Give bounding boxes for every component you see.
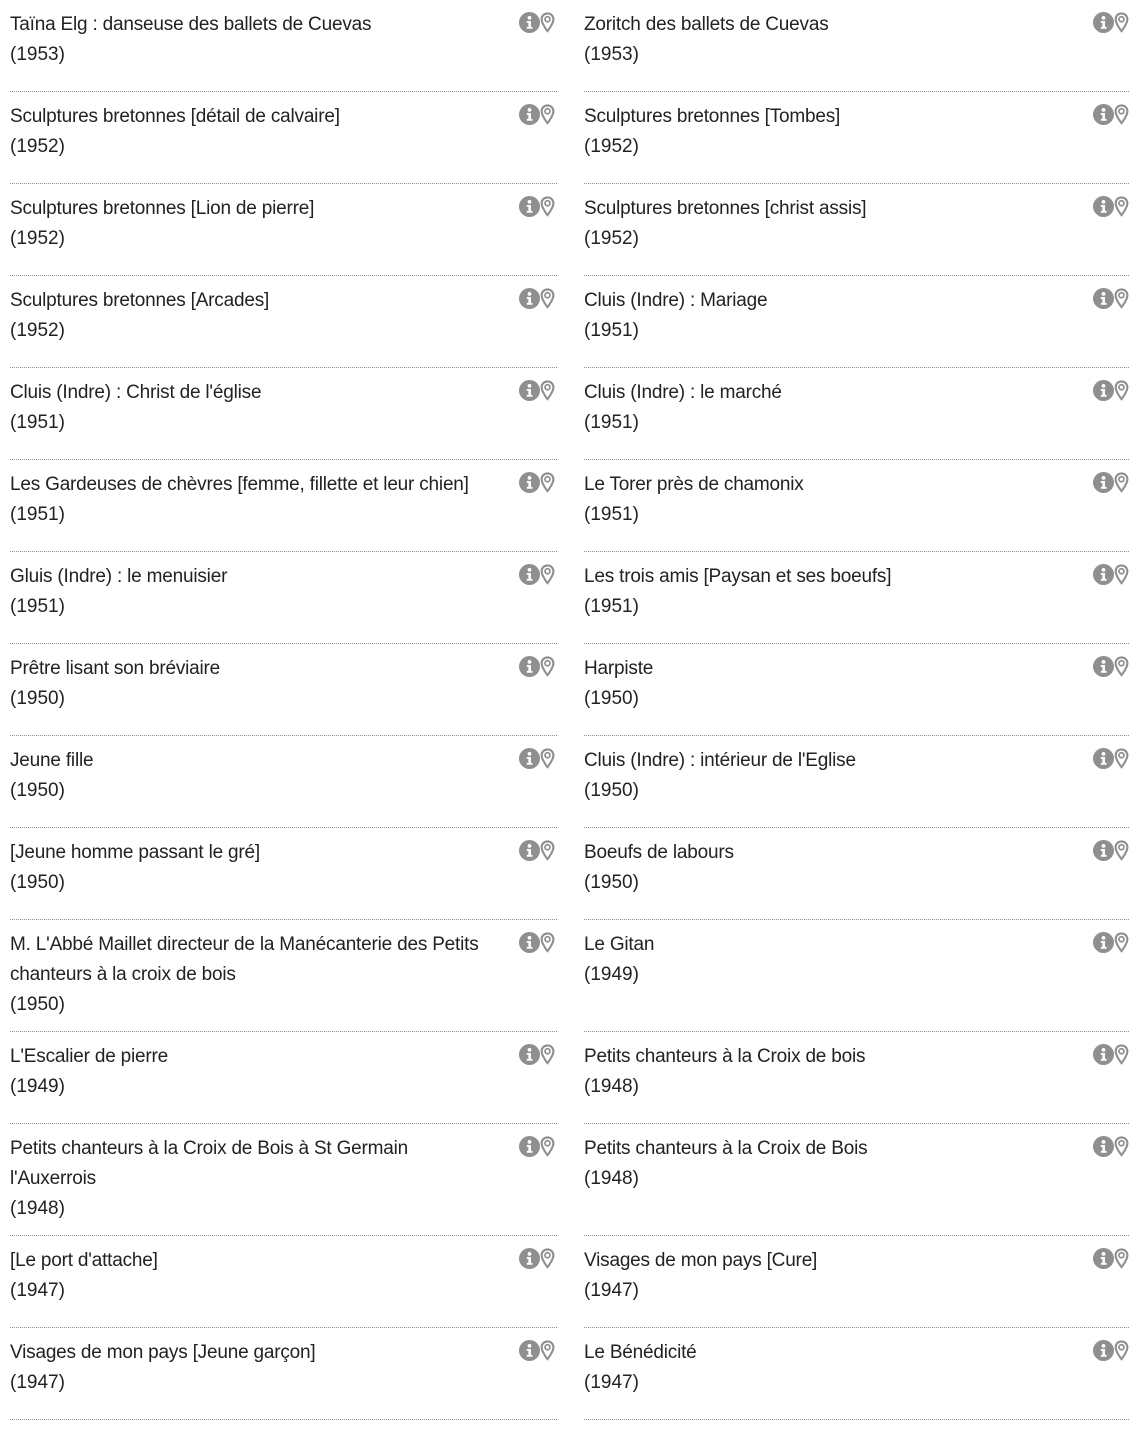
item-actions (519, 747, 557, 771)
item-actions (1093, 1135, 1129, 1159)
list-item (584, 736, 1129, 828)
item-year: (1948) (584, 1168, 639, 1189)
info-icon[interactable] (1093, 656, 1114, 677)
item-actions (1093, 1247, 1129, 1271)
item-actions (1093, 195, 1129, 219)
item-title-link[interactable]: Les trois amis [Paysan et ses boeufs] (584, 566, 892, 587)
item-title-link[interactable]: Cluis (Indre) : le marché (584, 382, 782, 403)
item-actions (1093, 1043, 1129, 1067)
info-icon[interactable] (519, 1248, 540, 1269)
item-title-link[interactable]: Petits chanteurs à la Croix de bois (584, 1046, 866, 1067)
location-pin-icon[interactable] (540, 1044, 555, 1065)
item-year: (1950) (10, 780, 65, 801)
item-year: (1948) (584, 1076, 639, 1097)
location-pin-icon[interactable] (540, 288, 555, 309)
item-actions (1093, 839, 1129, 863)
list-item (584, 0, 1129, 92)
item-actions (519, 931, 557, 955)
list-item (10, 184, 557, 276)
item-title-link[interactable]: [Jeune homme passant le gré] (10, 842, 260, 863)
list-item (10, 368, 557, 460)
item-year: (1950) (10, 994, 65, 1015)
location-pin-icon[interactable] (540, 104, 555, 125)
item-actions (519, 1339, 557, 1363)
list-item (584, 1236, 1129, 1328)
item-year: (1948) (10, 1198, 65, 1219)
info-icon[interactable] (1093, 1136, 1114, 1157)
info-icon[interactable] (1093, 472, 1114, 493)
item-title-link[interactable]: Le Gitan (584, 934, 655, 955)
item-title-link[interactable]: L'Escalier de pierre (10, 1046, 169, 1067)
info-icon[interactable] (519, 932, 540, 953)
list-item (584, 1328, 1129, 1420)
item-actions (519, 195, 557, 219)
list-item (584, 92, 1129, 184)
item-year: (1947) (584, 1372, 639, 1393)
location-pin-icon[interactable] (540, 472, 555, 493)
list-item (584, 276, 1129, 368)
item-year: (1952) (10, 228, 65, 249)
location-pin-icon[interactable] (1114, 656, 1129, 677)
list-item (584, 184, 1129, 276)
item-actions (1093, 11, 1129, 35)
item-actions (1093, 103, 1129, 127)
location-pin-icon[interactable] (540, 1340, 555, 1361)
location-pin-icon[interactable] (540, 380, 555, 401)
info-icon[interactable] (519, 656, 540, 677)
list-item (10, 460, 557, 552)
list-item (10, 1328, 557, 1420)
location-pin-icon[interactable] (1114, 104, 1129, 125)
list-item (584, 368, 1129, 460)
location-pin-icon[interactable] (1114, 288, 1129, 309)
item-title-link[interactable]: [Le port d'attache] (10, 1250, 158, 1271)
info-icon[interactable] (1093, 1044, 1114, 1065)
location-pin-icon[interactable] (1114, 748, 1129, 769)
item-year: (1951) (584, 320, 639, 341)
location-pin-icon[interactable] (540, 564, 555, 585)
item-year: (1950) (584, 688, 639, 709)
info-icon[interactable] (519, 12, 540, 33)
location-pin-icon[interactable] (1114, 564, 1129, 585)
list-item (10, 92, 557, 184)
item-actions (519, 287, 557, 311)
list-item (10, 644, 557, 736)
location-pin-icon[interactable] (540, 656, 555, 677)
item-actions (519, 1135, 557, 1159)
item-year: (1952) (584, 228, 639, 249)
item-actions (1093, 747, 1129, 771)
item-title-link[interactable]: Petits chanteurs à la Croix de Bois (584, 1138, 868, 1159)
item-title-link[interactable]: Visages de mon pays [Cure] (584, 1250, 818, 1271)
item-title-link[interactable]: Boeufs de labours (584, 842, 734, 863)
location-pin-icon[interactable] (1114, 12, 1129, 33)
info-icon[interactable] (1093, 380, 1114, 401)
info-icon[interactable] (1093, 748, 1114, 769)
item-title-link[interactable]: Cluis (Indre) : Christ de l'église (10, 382, 262, 403)
location-pin-icon[interactable] (1114, 1248, 1129, 1269)
info-icon[interactable] (519, 472, 540, 493)
info-icon[interactable] (519, 196, 540, 217)
location-pin-icon[interactable] (1114, 1044, 1129, 1065)
item-actions (519, 839, 557, 863)
item-actions (1093, 1339, 1129, 1363)
item-year: (1949) (10, 1076, 65, 1097)
item-year: (1950) (10, 872, 65, 893)
location-pin-icon[interactable] (1114, 380, 1129, 401)
info-icon[interactable] (519, 1044, 540, 1065)
location-pin-icon[interactable] (1114, 1136, 1129, 1157)
info-icon[interactable] (1093, 932, 1114, 953)
item-title-link[interactable]: Le Torer près de chamonix (584, 474, 804, 495)
list-item (10, 552, 557, 644)
item-title-link[interactable]: M. L'Abbé Maillet directeur de la Manécanterie des Petits chanteurs à la croix de bois (10, 934, 479, 985)
item-title-link[interactable]: Petits chanteurs à la Croix de Bois à St Germain l'Auxerrois (10, 1138, 409, 1189)
list-item (10, 1032, 557, 1124)
item-year: (1952) (10, 136, 65, 157)
list-item (584, 1032, 1129, 1124)
item-actions (519, 1043, 557, 1067)
item-year: (1952) (584, 136, 639, 157)
item-actions (519, 11, 557, 35)
location-pin-icon[interactable] (1114, 932, 1129, 953)
info-icon[interactable] (519, 380, 540, 401)
item-title-link[interactable]: Cluis (Indre) : intérieur de l'Eglise (584, 750, 856, 771)
item-title-link[interactable]: Sculptures bretonnes [Arcades] (10, 290, 270, 311)
item-title-link[interactable]: Le Bénédicité (584, 1342, 697, 1363)
list-item (10, 1236, 557, 1328)
info-icon[interactable] (519, 840, 540, 861)
item-title-link[interactable]: Zoritch des ballets de Cuevas (584, 14, 829, 35)
list-item (584, 552, 1129, 644)
info-icon[interactable] (1093, 564, 1114, 585)
location-pin-icon[interactable] (540, 1136, 555, 1157)
location-pin-icon[interactable] (540, 196, 555, 217)
list-item (10, 1124, 557, 1236)
item-year: (1951) (584, 412, 639, 433)
info-icon[interactable] (1093, 196, 1114, 217)
info-icon[interactable] (519, 288, 540, 309)
location-pin-icon[interactable] (1114, 472, 1129, 493)
list-item (10, 276, 557, 368)
info-icon[interactable] (519, 104, 540, 125)
item-year: (1947) (584, 1280, 639, 1301)
item-title-link[interactable]: Gluis (Indre) : le menuisier (10, 566, 228, 587)
item-title-link[interactable]: Prêtre lisant son bréviaire (10, 658, 221, 679)
location-pin-icon[interactable] (1114, 840, 1129, 861)
info-icon[interactable] (519, 564, 540, 585)
item-year: (1953) (584, 44, 639, 65)
info-icon[interactable] (519, 748, 540, 769)
item-title-link[interactable]: Cluis (Indre) : Mariage (584, 290, 768, 311)
item-actions (1093, 287, 1129, 311)
item-year: (1950) (584, 872, 639, 893)
item-year: (1951) (10, 412, 65, 433)
item-year: (1949) (584, 964, 639, 985)
item-year: (1950) (10, 688, 65, 709)
item-year: (1951) (10, 504, 65, 525)
location-pin-icon[interactable] (540, 1248, 555, 1269)
location-pin-icon[interactable] (540, 12, 555, 33)
location-pin-icon[interactable] (1114, 196, 1129, 217)
info-icon[interactable] (1093, 1340, 1114, 1361)
item-year: (1952) (10, 320, 65, 341)
item-year: (1951) (584, 596, 639, 617)
photo-list (10, 0, 1122, 1420)
location-pin-icon[interactable] (540, 748, 555, 769)
item-year: (1951) (584, 504, 639, 525)
item-title-link[interactable]: Harpiste (584, 658, 654, 679)
item-actions (519, 655, 557, 679)
list-item (584, 920, 1129, 1032)
item-title-link[interactable]: Sculptures bretonnes [détail de calvaire] (10, 106, 340, 127)
item-actions (1093, 931, 1129, 955)
item-actions (519, 1247, 557, 1271)
item-title-link[interactable]: Sculptures bretonnes [Tombes] (584, 106, 841, 127)
item-year: (1950) (584, 780, 639, 801)
list-item (10, 920, 557, 1032)
info-icon[interactable] (519, 1136, 540, 1157)
item-title-link[interactable]: Jeune fille (10, 750, 94, 771)
item-actions (519, 379, 557, 403)
list-item (584, 460, 1129, 552)
item-actions (1093, 655, 1129, 679)
item-title-link[interactable]: Taïna Elg : danseuse des ballets de Cuevas (10, 14, 372, 35)
location-pin-icon[interactable] (1114, 1340, 1129, 1361)
item-actions (1093, 471, 1129, 495)
location-pin-icon[interactable] (540, 932, 555, 953)
item-title-link[interactable]: Sculptures bretonnes [Lion de pierre] (10, 198, 315, 219)
list-item (584, 828, 1129, 920)
info-icon[interactable] (1093, 104, 1114, 125)
list-item (584, 1124, 1129, 1236)
info-icon[interactable] (519, 1340, 540, 1361)
list-item (10, 0, 557, 92)
item-actions (519, 103, 557, 127)
item-title-link[interactable]: Les Gardeuses de chèvres [femme, fillette et leur chien] (10, 474, 469, 495)
location-pin-icon[interactable] (540, 840, 555, 861)
info-icon[interactable] (1093, 12, 1114, 33)
item-year: (1947) (10, 1280, 65, 1301)
item-actions (1093, 379, 1129, 403)
item-title-link[interactable]: Sculptures bretonnes [christ assis] (584, 198, 867, 219)
info-icon[interactable] (1093, 288, 1114, 309)
item-year: (1953) (10, 44, 65, 65)
item-actions (519, 471, 557, 495)
item-title-link[interactable]: Visages de mon pays [Jeune garçon] (10, 1342, 316, 1363)
list-item (10, 736, 557, 828)
list-item (10, 828, 557, 920)
item-year: (1947) (10, 1372, 65, 1393)
list-item (584, 644, 1129, 736)
item-year: (1951) (10, 596, 65, 617)
item-actions (1093, 563, 1129, 587)
info-icon[interactable] (1093, 840, 1114, 861)
item-actions (519, 563, 557, 587)
info-icon[interactable] (1093, 1248, 1114, 1269)
